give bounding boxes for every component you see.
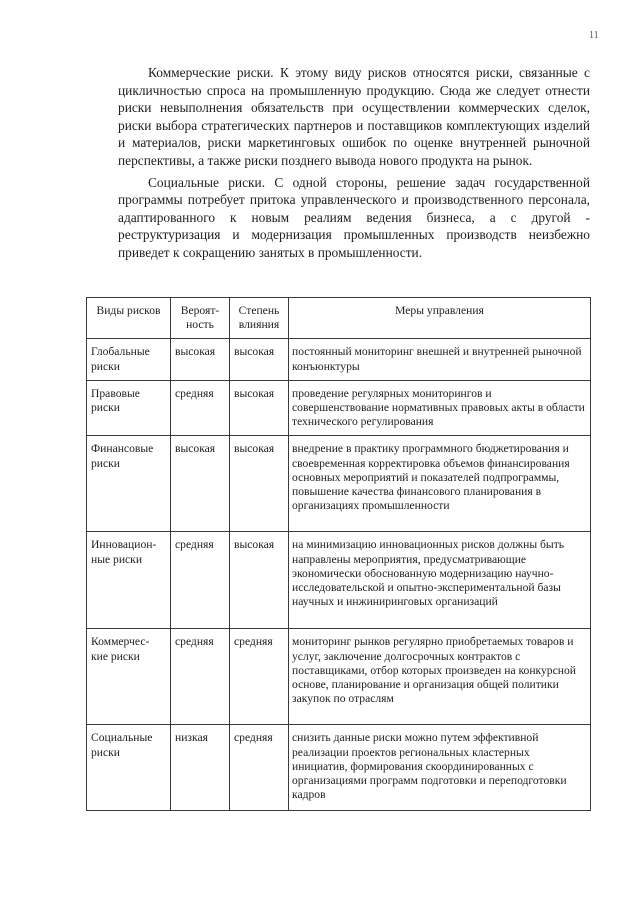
cell-probability: средняя bbox=[171, 629, 230, 725]
cell-probability: высокая bbox=[171, 339, 230, 380]
header-measures: Меры управления bbox=[289, 298, 591, 339]
cell-impact: средняя bbox=[230, 725, 289, 811]
table-row bbox=[87, 436, 591, 532]
cell-risk-type: Финансовые риски bbox=[87, 436, 171, 532]
body-text bbox=[118, 64, 590, 266]
paragraph-commercial-risks: Коммерческие риски. К этому виду рисков относятся риски, связанные с цикличностью спроса на промышленную продукцию. Сюда же следует отнести риски невыполнения обязательств при осуществлении коммерческих сделок, риски выбора стратегических партнеров и поставщиков комплектующих изделий и материалов, риски маркетинговых ошибок по оценке внутренней рыночной перспективы, а также риски позднего вывода нового продукта на рынок. bbox=[118, 65, 590, 168]
cell-measures: мониторинг рынков регулярно приобретаемых товаров и услуг, заключение долгосрочных контрактов с поставщиками, отбор которых произведен на конкурсной основе, планирование и организация общей политики закупок по отраслям bbox=[289, 629, 591, 725]
cell-measures: на минимизацию инновационных рисков должны быть направлены мероприятия, предусматривающие экономически обоснованную модернизацию научно-исследовательской и опытно-экспериментальной базы научных и инжиниринговых организаций bbox=[289, 532, 591, 629]
table-row bbox=[87, 380, 591, 436]
paragraph-social-risks: Социальные риски. С одной стороны, решение задач государственной программы потребует притока управленческого и производственного персонала, адаптированного к новым реалиям ведения бизнеса, а с другой - реструктуризация и модернизация промышленных производств неизбежно приведет к сокращению занятых в промышленности. bbox=[118, 174, 590, 260]
table-header-row bbox=[87, 298, 591, 339]
cell-risk-type: Социальные риски bbox=[87, 725, 171, 811]
risk-management-table bbox=[86, 297, 591, 811]
cell-impact: высокая bbox=[230, 339, 289, 380]
cell-measures: постоянный мониторинг внешней и внутренней рыночной конъюнктуры bbox=[289, 339, 591, 380]
table-row bbox=[87, 629, 591, 725]
cell-probability: высокая bbox=[171, 436, 230, 532]
cell-impact: высокая bbox=[230, 380, 289, 436]
cell-risk-type: Глобальные риски bbox=[87, 339, 171, 380]
cell-measures: внедрение в практику программного бюджетирования и своевременная корректировка объемов финансирования основных мероприятий и показателей подпрограммы, повышение качества финансового планирования в организациях промышленности bbox=[289, 436, 591, 532]
cell-probability: низкая bbox=[171, 725, 230, 811]
cell-impact: высокая bbox=[230, 532, 289, 629]
table-row bbox=[87, 725, 591, 811]
cell-measures: снизить данные риски можно путем эффективной реализации проектов региональных кластерных инициатив, формирования скоординированных с организациями программ подготовки и переподготовки кадров bbox=[289, 725, 591, 811]
cell-measures: проведение регулярных мониторингов и совершенствование нормативных правовых акты в области технического регулирования bbox=[289, 380, 591, 436]
cell-probability: средняя bbox=[171, 532, 230, 629]
cell-risk-type: Коммерчес-кие риски bbox=[87, 629, 171, 725]
cell-impact: высокая bbox=[230, 436, 289, 532]
header-probability: Вероят-ность bbox=[171, 298, 230, 339]
cell-impact: средняя bbox=[230, 629, 289, 725]
header-risk-type: Виды рисков bbox=[87, 298, 171, 339]
cell-risk-type: Правовые риски bbox=[87, 380, 171, 436]
table-row bbox=[87, 339, 591, 380]
header-impact: Степень влияния bbox=[230, 298, 289, 339]
table-row bbox=[87, 532, 591, 629]
cell-risk-type: Инновацион-ные риски bbox=[87, 532, 171, 629]
cell-probability: средняя bbox=[171, 380, 230, 436]
page-number: 11 bbox=[589, 30, 599, 41]
